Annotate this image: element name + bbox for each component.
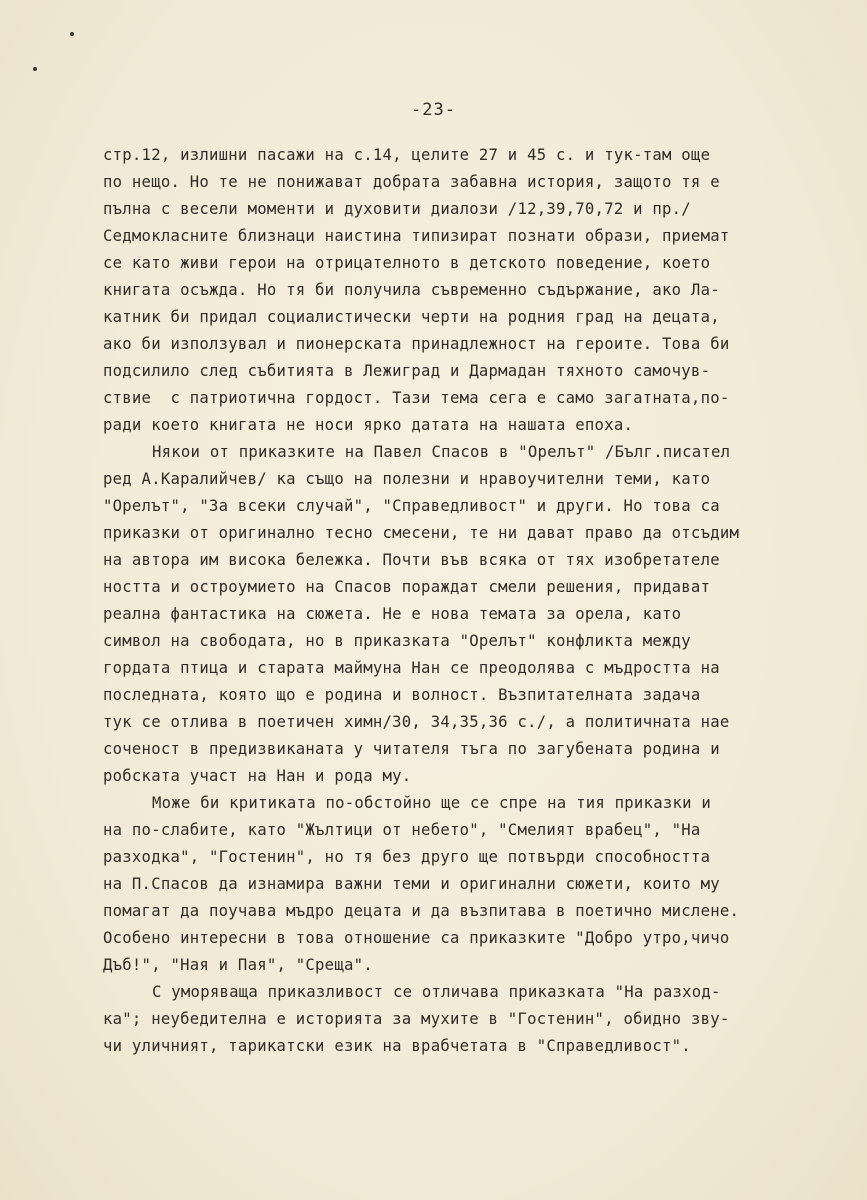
text-line: тук се отлива в поетичен химн/30, 34,35,36 с./, а политичната нае: [103, 713, 730, 731]
text-line: книгата осъжда. Но тя би получила съвременно съдържание, ако Ла-: [103, 281, 720, 299]
text-line: на по-слабите, като "Жълтици от небето", "Смелият врабец", "На: [103, 821, 701, 839]
text-line: Седмокласните близнаци наистина типизират познати образи, приемат: [103, 227, 730, 245]
text-line: реална фантастика на сюжета. Не е нова темата за орела, като: [103, 605, 682, 623]
text-line: приказки от оригинално тесно смесени, те ни дават право да отсъдим: [103, 524, 740, 542]
text-line: подсилило след събитията в Лежиград и Дармадан тяхното самочув-: [103, 362, 711, 380]
text-line: соченост в предизвиканата у читателя тъга по загубената родина и: [103, 740, 720, 758]
text-line: Особено интересни в това отношение са приказките "Добро утро,чичо: [103, 929, 730, 947]
ink-speck: [33, 67, 37, 71]
text-line: ка"; неубедителна е историята за мухите в "Гостенин", обидно зву-: [103, 1010, 730, 1028]
text-line: пълна с весели моменти и духовити диалози /12,39,70,72 и пр./: [103, 200, 691, 218]
text-line: се като живи герои на отрицателното в детското поведение, което: [103, 254, 711, 272]
page-number: -23-: [411, 100, 456, 120]
text-line: С уморяваща приказливост се отличава приказката "На разход-: [152, 983, 721, 1001]
text-line: помагат да поучава мъдро децата и да възпитава в поетично мислене.: [103, 902, 740, 920]
text-line: катник би придал социалистически черти на родния град на децата,: [103, 308, 720, 326]
text-line: Дъб!", "Ная и Пая", "Среща".: [103, 956, 373, 974]
text-line: ради което книгата не носи ярко датата на нашата епоха.: [103, 416, 634, 434]
text-line: робската участ на Нан и рода му.: [103, 767, 412, 785]
text-line: последната, която що е родина и волност. Възпитателната задача: [103, 686, 701, 704]
text-line: Може би критиката по-обстойно ще се спре на тия приказки и: [152, 794, 712, 812]
text-line: на автора им висока бележка. Почти във всяка от тях изобретателе: [103, 551, 720, 569]
text-line: гордата птица и старата маймуна Нан се преодолява с мъдростта на: [103, 659, 720, 677]
text-line: разходка", "Гостенин", но тя без друго ще потвърди способността: [103, 848, 711, 866]
ink-speck: [70, 32, 74, 36]
text-line: "Орелът", "За всеки случай", "Справедливост" и други. Но това са: [103, 497, 720, 515]
text-line: по нещо. Но те не понижават добрата забавна история, защото тя е: [103, 173, 720, 191]
text-line: стр.12, излишни пасажи на с.14, целите 27 и 45 с. и тук-там още: [103, 146, 711, 164]
text-line: ред А.Каралийчев/ ка също на полезни и нравоучителни теми, като: [103, 470, 711, 488]
text-line: ността и остроумието на Спасов пораждат смели решения, придават: [103, 578, 711, 596]
text-line: ако би използувал и пионерската принадлежност на героите. Това би: [103, 335, 730, 353]
text-line: чи уличният, тарикатски език на врабчетата в "Справедливост".: [103, 1037, 691, 1055]
text-line: символ на свободата, но в приказката "Орелът" конфликта между: [103, 632, 691, 650]
text-line: ствие с патриотична гордост. Тази тема сега е само загатната,по-: [103, 389, 730, 407]
text-line: на П.Спасов да изнамира важни теми и оригинални сюжети, които му: [103, 875, 720, 893]
text-line: Някои от приказките на Павел Спасов в "Орелът" /Бълг.писател: [152, 443, 731, 461]
